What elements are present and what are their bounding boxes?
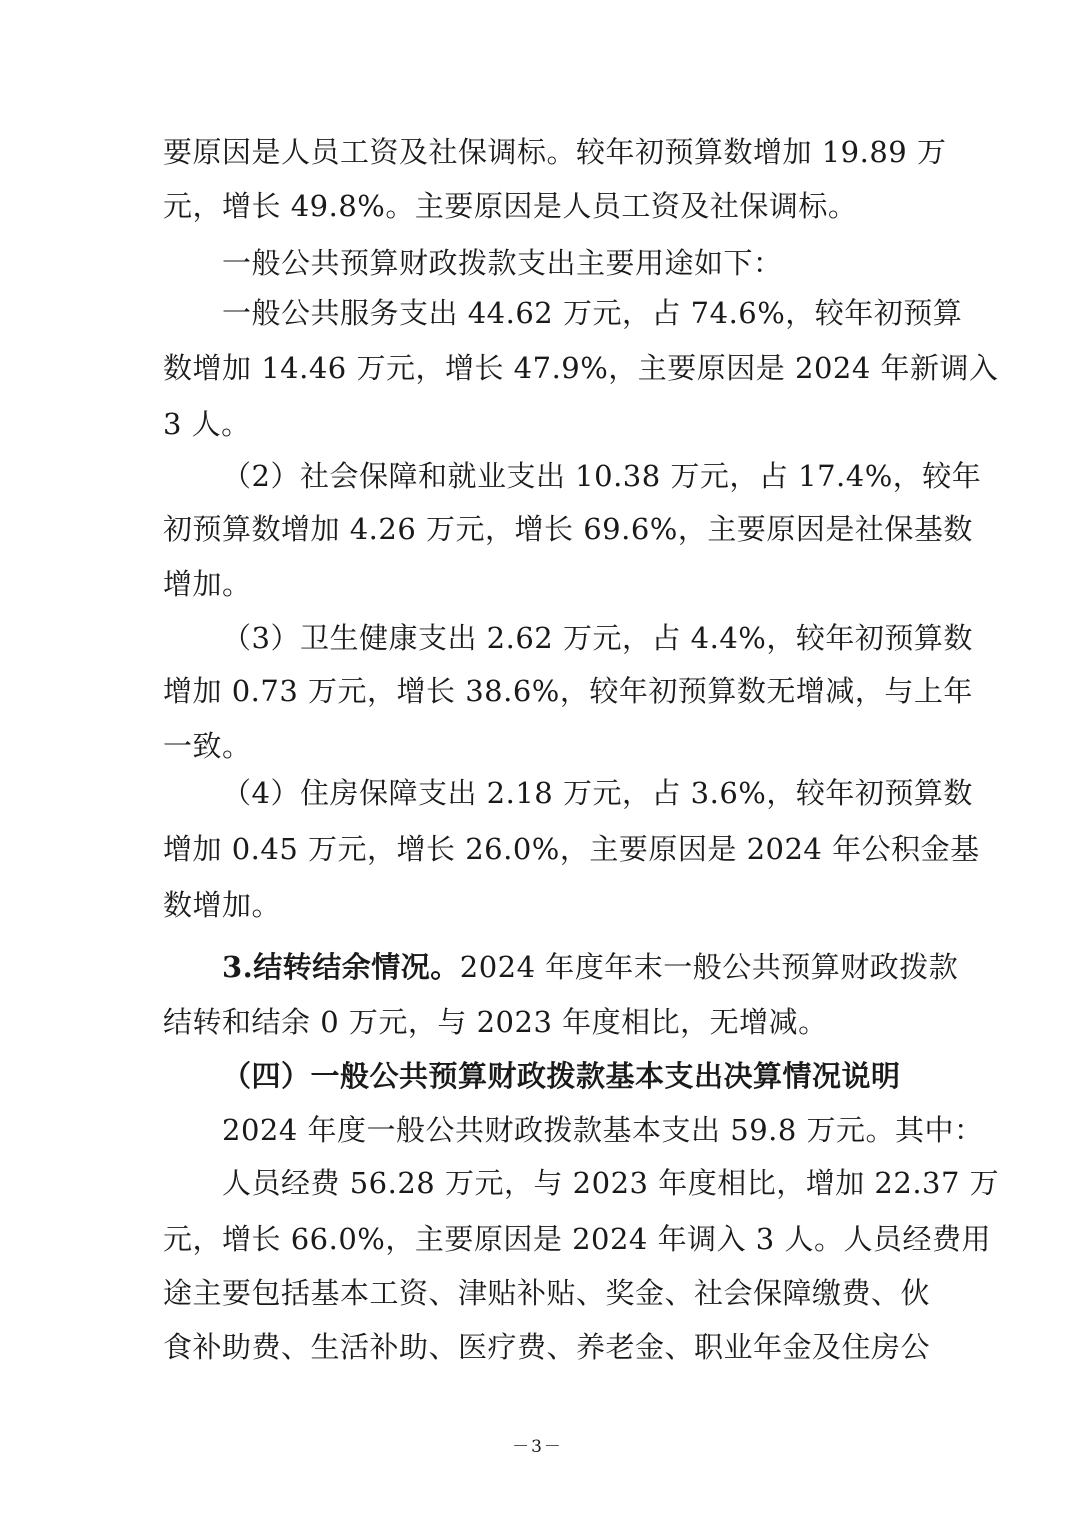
text-line [222,1056,912,1096]
line-text: 2024 年度一般公共财政拨款基本支出 59.8 万元。其中： [222,1113,984,1147]
line-text: 元，增长 66.0%，主要原因是 2024 年调入 3 人。人员经费用 [163,1222,991,1256]
line-text: 数增加。 [163,888,282,922]
line-text: 初预算数增加 4.26 万元，增长 69.6%，主要原因是社保基数 [163,512,973,546]
text-line [222,773,973,813]
text-line [163,564,923,604]
line-text: （3）卫生健康支出 2.62 万元，占 4.4%，较年初预算数 [222,621,973,655]
text-line [222,243,912,283]
line-text: 数增加 14.46 万元，增长 47.9%，主要原因是 2024 年新调入 [163,351,999,385]
text-line [222,947,959,987]
line-text: 食补助费、生活补助、医疗费、养老金、职业年金及住房公 [163,1330,931,1364]
line-text: 增加 0.73 万元，增长 38.6%，较年初预算数无增减，与上年 [163,674,973,708]
line-text: 增加 0.45 万元，增长 26.0%，主要原因是 2024 年公积金基 [163,832,980,866]
line-text: 途主要包括基本工资、津贴补贴、奖金、社会保障缴费、伙 [163,1276,931,1310]
text-line [163,509,973,549]
bold-heading: 3.结转结余情况。 [222,950,460,984]
text-line [163,726,923,766]
line-text: 3 人。 [163,407,251,441]
line-text: （2）社会保障和就业支出 10.38 万元，占 17.4%，较年 [222,459,982,493]
text-line [163,348,999,388]
text-line [222,1110,984,1150]
page-number: －3－ [512,1437,563,1457]
text-line [163,829,980,869]
text-line [222,618,973,658]
text-line [163,1002,923,1042]
line-text: 一致。 [163,729,252,763]
text-line [163,186,923,226]
line-text: 结转和结余 0 万元，与 2023 年度相比，无增减。 [163,1005,828,1039]
text-line [222,293,963,333]
text-line [222,1163,1000,1203]
bold-heading: （四）一般公共预算财政拨款基本支出决算情况说明 [222,1059,901,1093]
line-text: 要原因是人员工资及社保调标。较年初预算数增加 19.89 万 [163,135,947,169]
text-line [163,671,973,711]
line-text: （4）住房保障支出 2.18 万元，占 3.6%，较年初预算数 [222,776,973,810]
line-text: 2024 年度年末一般公共预算财政拨款 [459,950,959,984]
line-text: 增加。 [163,567,252,601]
line-text: 人员经费 56.28 万元，与 2023 年度相比，增加 22.37 万 [222,1166,1000,1200]
line-text: 元，增长 49.8%。主要原因是人员工资及社保调标。 [163,189,858,223]
text-line [163,132,947,172]
text-line [163,1219,991,1259]
text-line [163,1273,931,1313]
line-text: 一般公共预算财政拨款支出主要用途如下： [222,246,783,280]
text-line [163,1327,931,1367]
text-line [222,456,982,496]
line-text: 一般公共服务支出 44.62 万元，占 74.6%，较年初预算 [222,296,963,330]
text-line [163,404,923,444]
text-line [163,885,923,925]
